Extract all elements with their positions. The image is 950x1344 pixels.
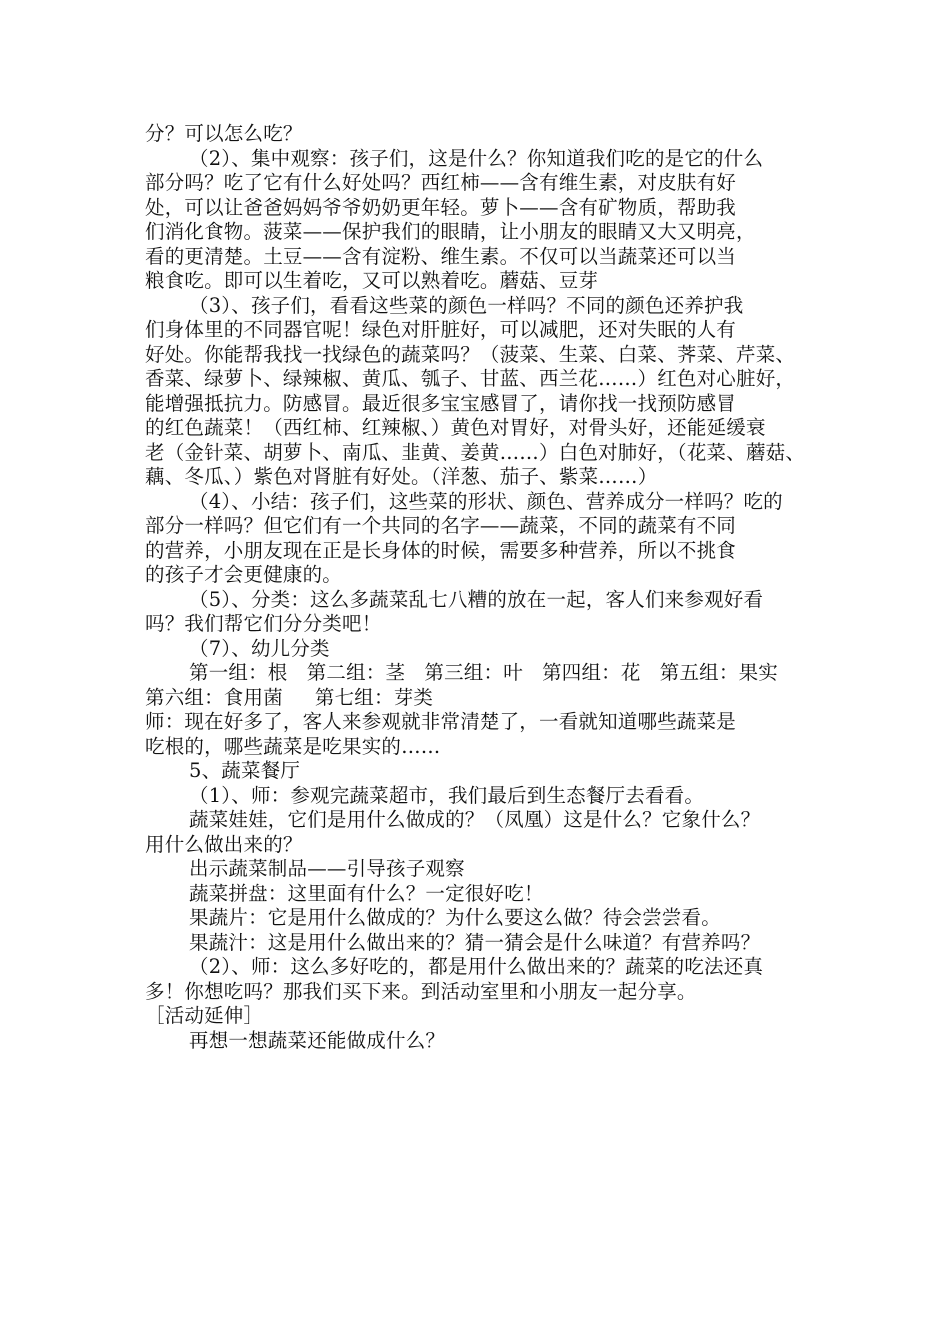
text-line: 部分吗？吃了它有什么好处吗？西红柿——含有维生素，对皮肤有好 <box>145 171 737 194</box>
text-line: 香菜、绿萝卜、绿辣椒、黄瓜、瓠子、甘蓝、西兰花……）红色对心脏好， <box>145 367 796 390</box>
text-line: 们消化食物。菠菜——保护我们的眼睛，让小朋友的眼睛又大又明亮， <box>145 220 756 243</box>
text-line: 果蔬汁：这是用什么做出来的？猜一猜会是什么味道？有营养吗？ <box>189 930 761 954</box>
text-line: 果蔬片：它是用什么做成的？为什么要这么做？待会尝尝看。 <box>189 906 721 929</box>
document-page <box>145 122 825 1053</box>
text-line: 5、蔬菜餐厅 <box>189 759 301 782</box>
text-line: （2）、师：这么多好吃的，都是用什么做出来的？蔬菜的吃法还真 <box>189 955 764 978</box>
text-line: （7）、幼儿分类 <box>189 636 330 660</box>
text-line: 用什么做出来的？ <box>145 832 303 856</box>
text-line: 藕、冬瓜、）紫色对肾脏有好处。（洋葱、茄子、紫菜……） <box>145 465 658 488</box>
text-line: 师：现在好多了，客人来参观就非常清楚了，一看就知道哪些蔬菜是 <box>145 710 737 733</box>
text-line: 粮食吃。即可以生着吃，又可以熟着吃。蘑菇、豆芽 <box>145 269 599 292</box>
text-line: 看的更清楚。土豆——含有淀粉、维生素。不仅可以当蔬菜还可以当 <box>145 244 737 268</box>
text-line: 再想一想蔬菜还能做成什么？ <box>189 1028 446 1052</box>
text-line: ［活动延伸］ <box>145 1004 264 1027</box>
text-line: 分？可以怎么吃？ <box>145 122 303 145</box>
text-line: （2）、集中观察：孩子们，这是什么？你知道我们吃的是它的什么 <box>189 146 764 170</box>
text-line: （5）、分类：这么多蔬菜乱七八糟的放在一起，客人们来参观好看 <box>189 587 764 611</box>
text-line: 第六组：食用菌 第七组：芽类 <box>145 685 434 709</box>
text-line: 多！你想吃吗？那我们买下来。到活动室里和小朋友一起分享。 <box>145 979 697 1003</box>
text-line: 吗？我们帮它们分分类吧！ <box>145 612 382 635</box>
text-line: 吃根的，哪些蔬菜是吃果实的…… <box>145 734 441 758</box>
text-line: （4）、小结：孩子们，这些菜的形状、颜色、营养成分一样吗？吃的 <box>189 489 783 513</box>
text-line: 的营养，小朋友现在正是长身体的时候，需要多种营养，所以不挑食 <box>145 538 737 562</box>
text-line: 好处。你能帮我找一找绿色的蔬菜吗？（菠菜、生菜、白菜、荠菜、芹菜、 <box>145 342 796 366</box>
text-line: （1）、师：参观完蔬菜超市，我们最后到生态餐厅去看看。 <box>189 783 705 807</box>
text-line: 老（金针菜、胡萝卜、南瓜、韭黄、姜黄……）白色对肺好，（花菜、蘑菇、 <box>145 440 806 464</box>
text-line: （3）、孩子们，看看这些菜的颜色一样吗？不同的颜色还养护我 <box>189 293 744 317</box>
text-line: 们身体里的不同器官呢！绿色对肝脏好，可以减肥，还对失眠的人有 <box>145 318 737 341</box>
text-line: 蔬菜拼盘：这里面有什么？一定很好吃！ <box>189 881 544 905</box>
text-line: 的孩子才会更健康的。 <box>145 563 343 586</box>
text-line: 蔬菜娃娃，它们是用什么做成的？（凤凰）这是什么？它象什么？ <box>189 808 761 831</box>
text-line: 的红色蔬菜！（西红柿、红辣椒、）黄色对胃好，对骨头好，还能延缓衰 <box>145 416 766 439</box>
text-line: 第一组：根 第二组：茎 第三组：叶 第四组：花 第五组：果实 <box>189 661 778 684</box>
text-line: 出示蔬菜制品——引导孩子观察 <box>189 857 465 880</box>
text-line: 处，可以让爸爸妈妈爷爷奶奶更年轻。萝卜——含有矿物质，帮助我 <box>145 195 737 219</box>
text-line: 能增强抵抗力。防感冒。最近很多宝宝感冒了，请你找一找预防感冒 <box>145 391 737 415</box>
text-line: 部分一样吗？但它们有一个共同的名字——蔬菜，不同的蔬菜有不同 <box>145 514 737 537</box>
